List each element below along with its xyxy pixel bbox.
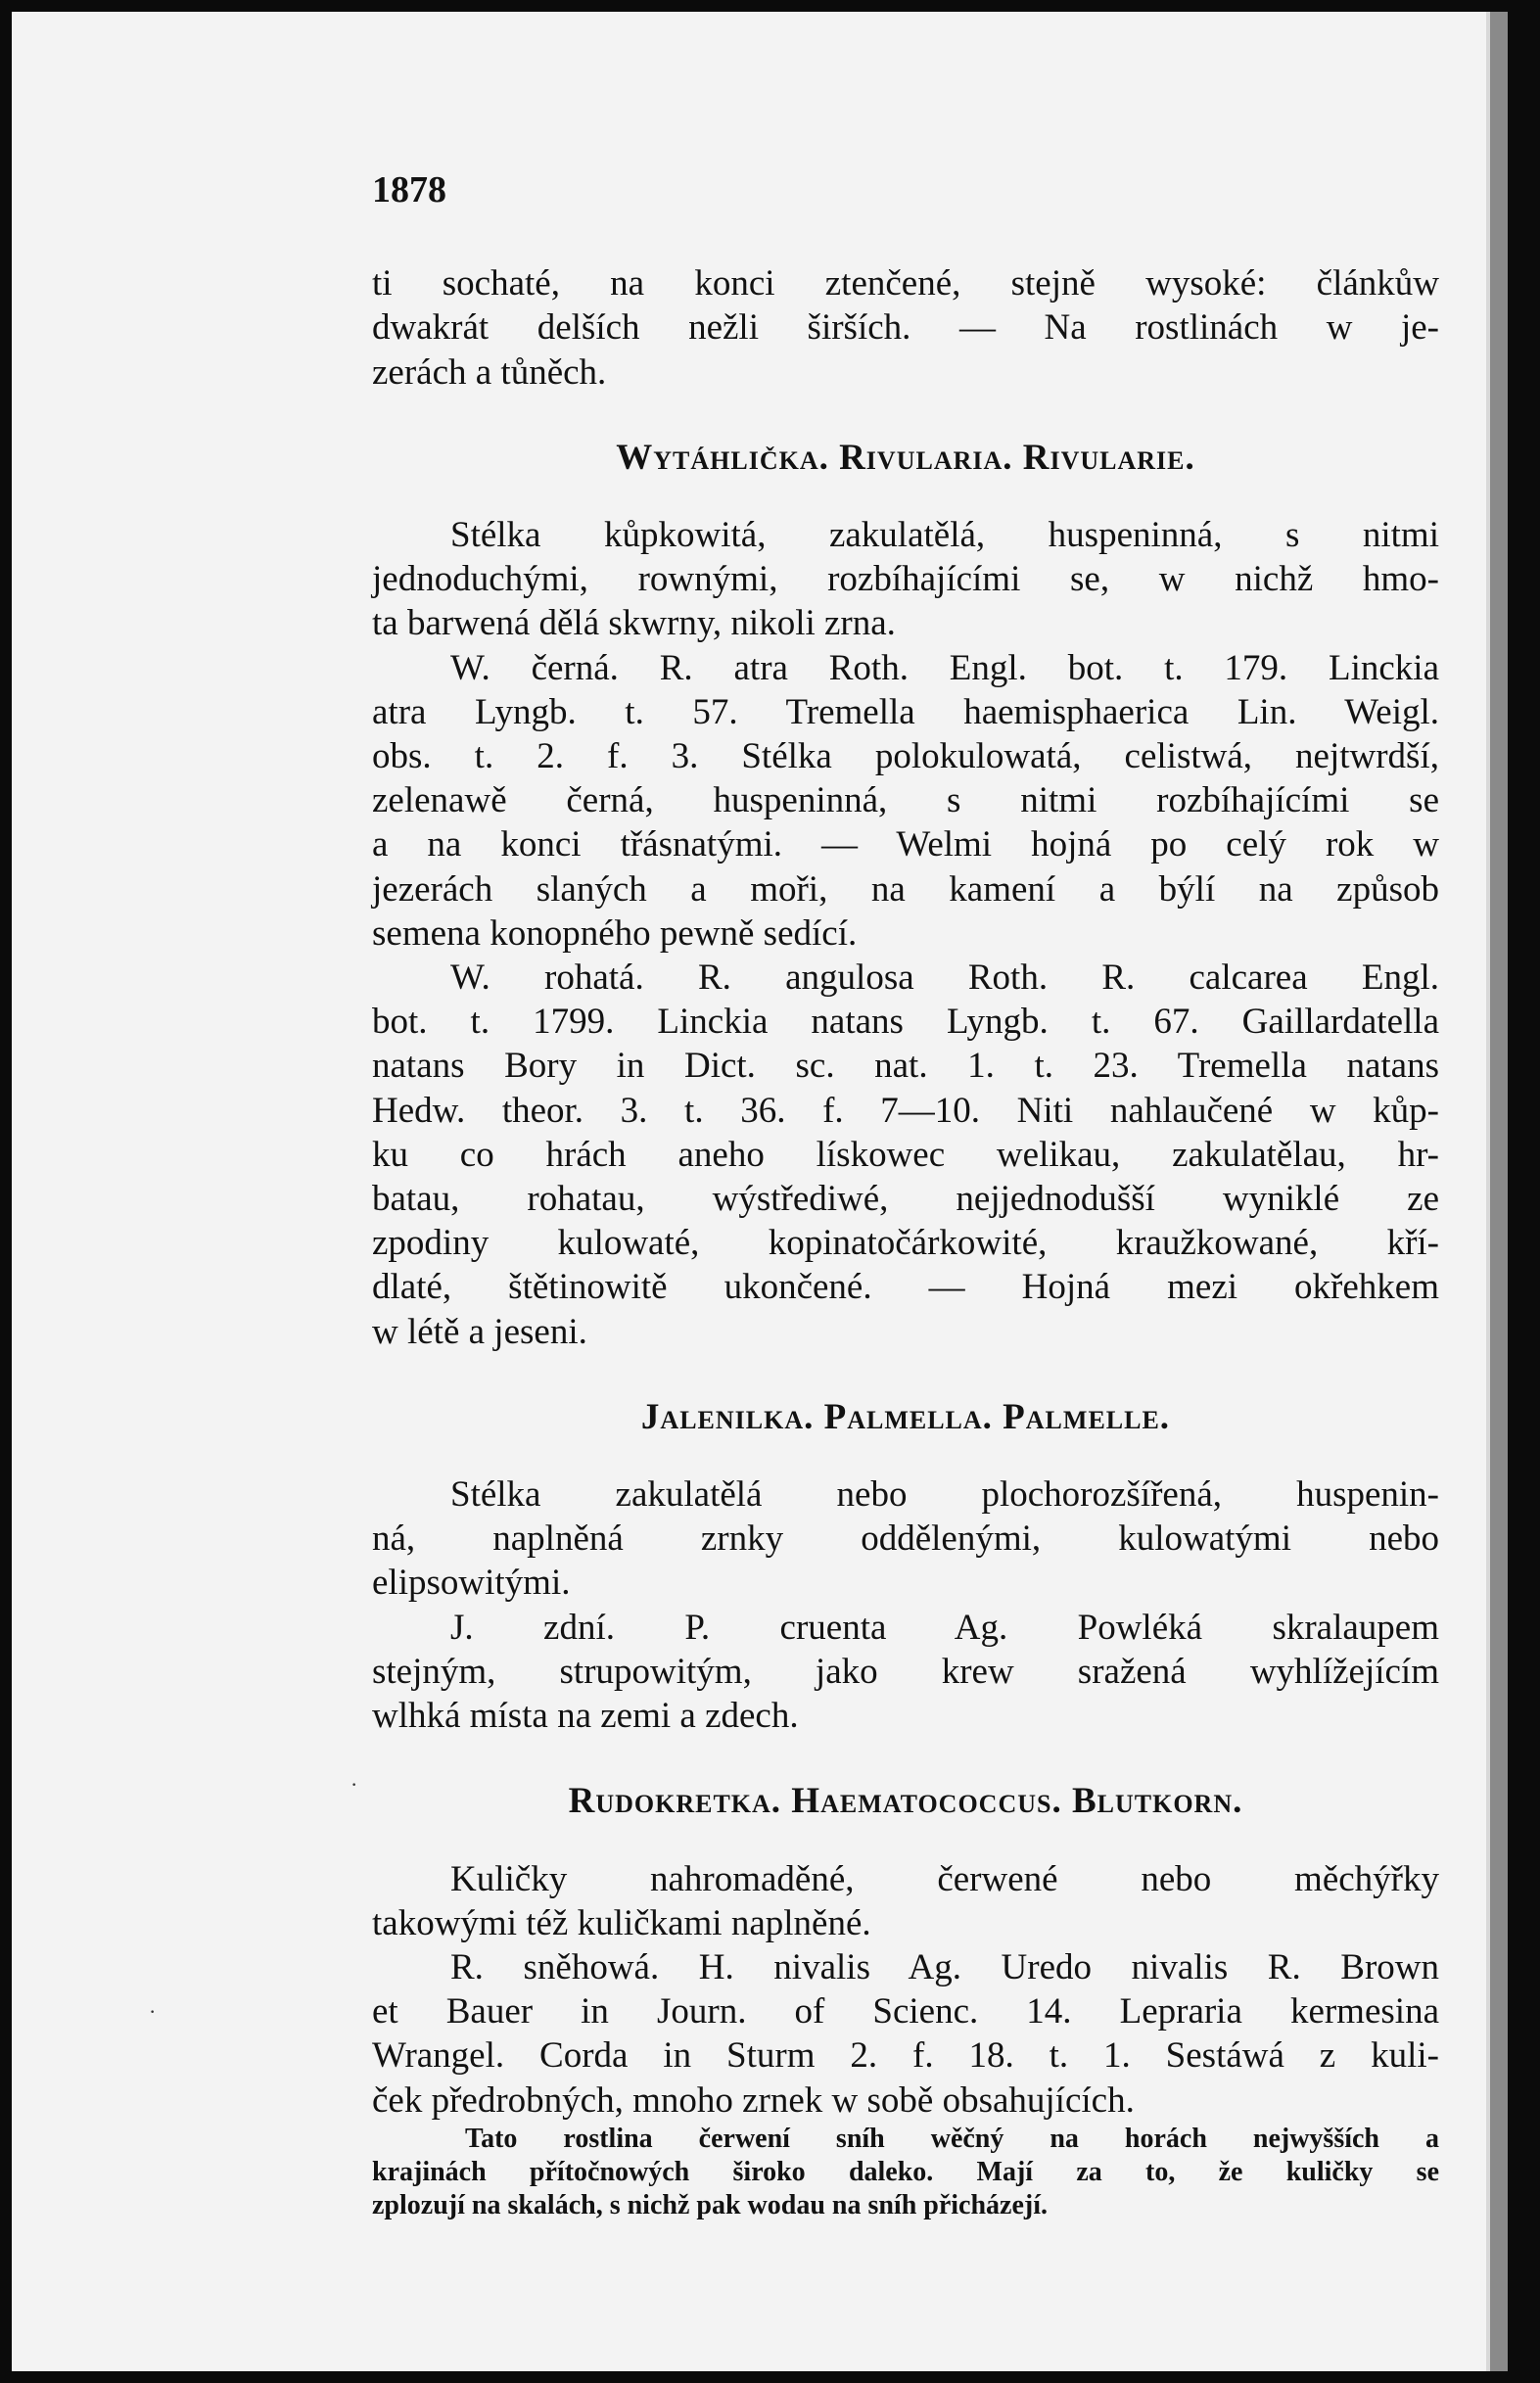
section-body-rivularia xyxy=(372,513,1439,1354)
footnote-line: krajinách přítočnowých široko daleko. Mají za to, že kuličky se xyxy=(372,2156,1439,2187)
margin-dot: · xyxy=(350,1772,358,1797)
text-line: zerách a tůněch. xyxy=(372,351,607,393)
text-line: stejným, strupowitým, jako krew sražená wyhlížejícím xyxy=(372,1651,1439,1692)
footnote-line: zplozují na skalách, s nichž pak wodau na sníh přicházejí. xyxy=(372,2189,1049,2220)
text-line: dlaté, štětinowitě ukončené. — Hojná mezi okřehkem xyxy=(372,1267,1439,1308)
footnote xyxy=(372,2123,1439,2222)
text-line: ná, naplněná zrnky oddělenými, kulowatými nebo xyxy=(372,1519,1439,1560)
text-line: ku co hrách aneho lískowec welikau, zakulatělau, hr- xyxy=(372,1134,1439,1175)
text-line: R. sněhowá. H. nivalis Ag. Uredo nivalis R. Brown xyxy=(450,1946,1439,1987)
page-number: 1878 xyxy=(372,169,446,210)
text-line: wlhká místa na zemi a zdech. xyxy=(372,1696,799,1737)
text-line: et Bauer in Journ. of Scienc. 14. Lepraria kermesina xyxy=(372,1991,1439,2033)
margin-dot: · xyxy=(149,1999,157,2024)
text-line: natans Bory in Dict. sc. nat. 1. t. 23. Tremella natans xyxy=(372,1046,1439,1087)
text-line: J. zdní. P. cruenta Ag. Powléká skralaupem xyxy=(450,1607,1439,1648)
section-body-palmella xyxy=(372,1472,1439,1738)
text-line: Hedw. theor. 3. t. 36. f. 7—10. Niti nahlaučené w kůp- xyxy=(372,1090,1439,1131)
footnote-line: Tato rostlina čerwení sníh wěčný na horách nejwyšších a xyxy=(465,2123,1439,2154)
text-line: zelenawě černá, huspeninná, s nitmi rozbíhajícími se xyxy=(372,780,1439,821)
text-line: bot. t. 1799. Linckia natans Lyngb. t. 67. Gaillardatella xyxy=(372,1002,1439,1043)
text-line: jednoduchými, rownými, rozbíhajícími se, w nichž hmo- xyxy=(372,559,1439,600)
text-line: dwakrát delších nežli širších. — Na rostlinách w je- xyxy=(372,307,1439,349)
text-line: zpodiny kulowaté, kopinatočárkowité, kraužkowané, kří- xyxy=(372,1223,1439,1264)
text-line: a na konci třásnatými. — Welmi hojná po celý rok w xyxy=(372,824,1439,865)
text-line: Kuličky nahromaděné, čerwené nebo měchýřky xyxy=(450,1858,1439,1899)
text-line: W. černá. R. atra Roth. Engl. bot. t. 179. Linckia xyxy=(450,647,1439,688)
section-body-haematococcus xyxy=(372,1857,1439,2123)
scanned-page xyxy=(12,12,1508,2371)
text-line: atra Lyngb. t. 57. Tremella haemisphaerica Lin. Weigl. xyxy=(372,691,1439,732)
text-line: Stélka zakulatělá nebo plochorozšířená, huspenin- xyxy=(450,1474,1439,1516)
text-line: Wrangel. Corda in Sturm 2. f. 18. t. 1. Sestáwá z kuli- xyxy=(372,2035,1439,2077)
text-line: Stélka kůpkowitá, zakulatělá, huspeninná, s nitmi xyxy=(450,515,1439,556)
text-line: jezerách slaných a moři, na kamení a býlí na způsob xyxy=(372,868,1439,910)
text-line: elipsowitými. xyxy=(372,1563,571,1604)
text-line: ti sochaté, na konci ztenčené, stejně wysoké: článkůw xyxy=(372,263,1439,304)
text-line: batau, rohatau, wýstřediwé, nejjednodušší wyniklé ze xyxy=(372,1179,1439,1220)
text-line: obs. t. 2. f. 3. Stélka polokulowatá, celistwá, nejtwrdší, xyxy=(372,736,1439,777)
text-line: W. rohatá. R. angulosa Roth. R. calcarea Engl. xyxy=(450,958,1439,999)
text-line: w létě a jeseni. xyxy=(372,1311,587,1352)
section-heading-rivularia: Wytáhlička. Rivularia. Rivularie. xyxy=(616,437,1195,478)
intro-paragraph xyxy=(372,261,1439,395)
section-heading-haematococcus: Rudokretka. Haematococcus. Blutkorn. xyxy=(568,1781,1243,1822)
text-line: ta barwená dělá skwrny, nikoli zrna. xyxy=(372,603,896,644)
text-line: ček předrobných, mnoho zrnek w sobě obsahujících. xyxy=(372,2079,1135,2121)
text-line: semena konopného pewně sedící. xyxy=(372,912,858,954)
page-text-block xyxy=(372,168,1439,2222)
section-heading-palmella: Jalenilka. Palmella. Palmelle. xyxy=(640,1396,1171,1437)
text-line: takowými též kuličkami naplněné. xyxy=(372,1902,871,1943)
page-edge-shadow xyxy=(1490,12,1508,2371)
